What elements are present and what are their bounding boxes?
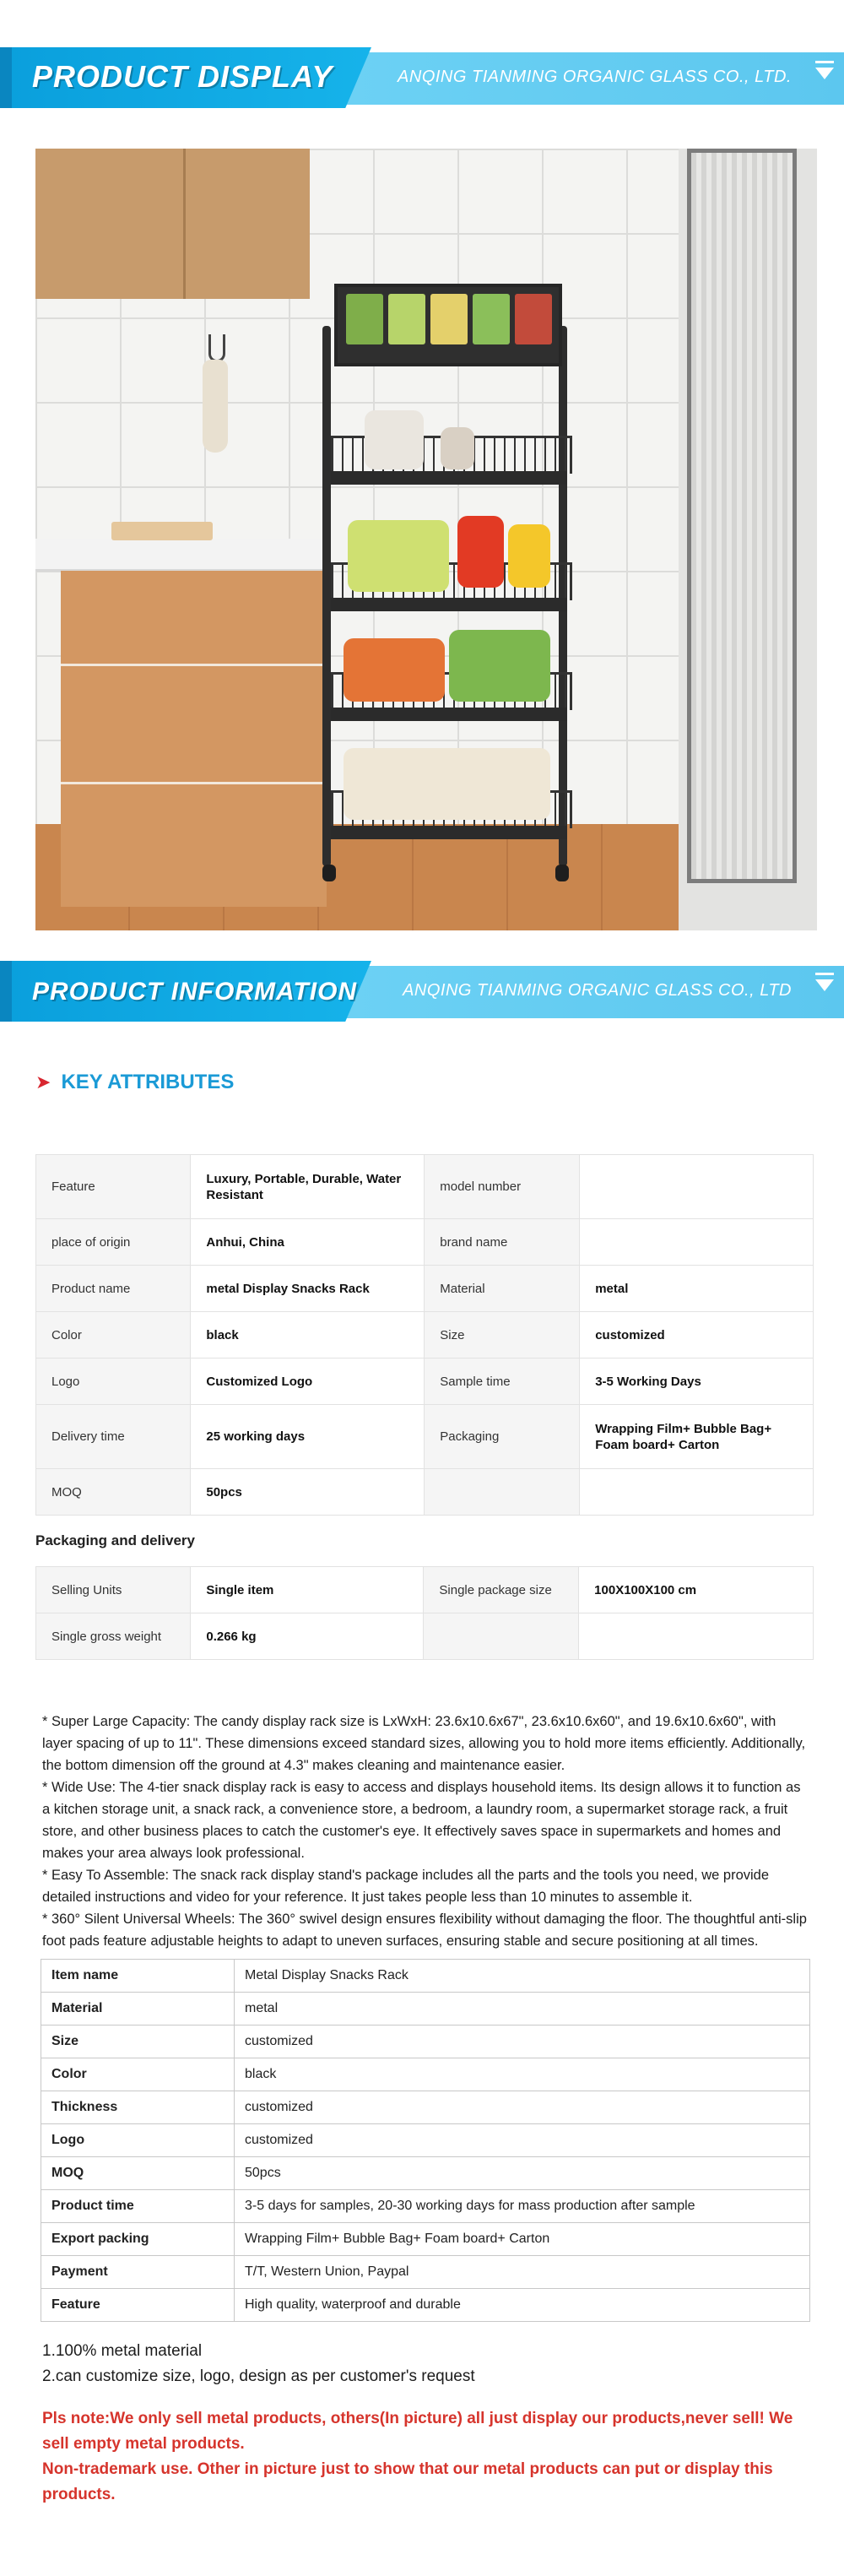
kitchen-cabinet (61, 571, 327, 907)
attribute-value: customized (580, 1312, 814, 1359)
attribute-key: place of origin (36, 1219, 191, 1266)
attribute-row (36, 1613, 814, 1660)
attribute-value: black (191, 1312, 425, 1359)
glass-door (679, 149, 817, 930)
rack-top-sign (334, 284, 562, 366)
attribute-key: Product name (36, 1266, 191, 1312)
spec-key: Product time (41, 2190, 235, 2223)
cutting-board (111, 522, 213, 540)
rack-wheel (322, 865, 336, 881)
attribute-value: Customized Logo (191, 1359, 425, 1405)
spec-value: Wrapping Film+ Bubble Bag+ Foam board+ Carton (235, 2223, 810, 2256)
spec-key: Payment (41, 2256, 235, 2289)
spec-value: black (235, 2058, 810, 2091)
spec-key: Export packing (41, 2223, 235, 2256)
note-line: 1.100% metal material (42, 2342, 203, 2360)
note-line: 2.can customize size, logo, design as per customer's request (42, 2367, 475, 2385)
down-arrow-bar-icon (815, 61, 834, 63)
attribute-key (425, 1469, 580, 1516)
banner-company: ANQING TIANMING ORGANIC GLASS CO., LTD (403, 981, 792, 1000)
warning-line: Pls note:We only sell metal products, others(In picture) all just display our products,never sell! We sell empty metal products. (42, 2410, 793, 2453)
spec-value: customized (235, 2091, 810, 2124)
spec-value: customized (235, 2026, 810, 2058)
packaging-table (35, 1566, 814, 1660)
attribute-key (424, 1613, 579, 1660)
product-display-banner (0, 47, 844, 108)
key-attributes-heading (35, 1071, 234, 1094)
attribute-key: Feature (36, 1155, 191, 1219)
spec-value: 50pcs (235, 2157, 810, 2190)
spec-value: customized (235, 2124, 810, 2157)
spec-value: metal (235, 1993, 810, 2026)
spec-row (41, 1993, 810, 2026)
description-paragraph: * Wide Use: The 4-tier snack display rack is easy to access and displays household items. Its design allows it to function as a kitchen storage unit, a snack rack, a convenience store, a bedroom, a laundry room, a supermarket storage rack, a fruit store, and other business places to catch the customer's eye. It effectively saves space in supermarkets and homes and makes your area always look professional. (42, 1780, 801, 1861)
attribute-row (36, 1219, 814, 1266)
rack-wheel (555, 865, 569, 881)
attribute-value: metal Display Snacks Rack (191, 1266, 425, 1312)
spec-key: Feature (41, 2289, 235, 2322)
description-paragraph: * Super Large Capacity: The candy display rack size is LxWxH: 23.6x10.6x67", 23.6x10.6x60", and 19.6x10.6x60", with layer spacing of up to 11". These dimensions exceed standard sizes, allowing you to hold more items efficiently. Additionally, the bottom dimension off the ground at 4.3" makes cleaning and maintenance easier. (42, 1714, 806, 1773)
key-attributes-table (35, 1154, 814, 1516)
spec-row (41, 2124, 810, 2157)
feature-notes (42, 2339, 475, 2389)
attribute-value: 0.266 kg (191, 1613, 424, 1660)
spec-row (41, 2091, 810, 2124)
attribute-key: Packaging (425, 1405, 580, 1469)
description-paragraph: * Easy To Assemble: The snack rack display stand's package includes all the parts and the tools you need, we provide detailed instructions and video for your reference. It just takes people less than 10 minutes to assemble it. (42, 1868, 770, 1905)
attribute-row (36, 1359, 814, 1405)
attribute-row (36, 1469, 814, 1516)
banner-title: PRODUCT INFORMATION (32, 978, 358, 1006)
spec-key: Material (41, 1993, 235, 2026)
spec-row (41, 2256, 810, 2289)
counter-top (35, 539, 327, 572)
attribute-row (36, 1405, 814, 1469)
attribute-value (580, 1219, 814, 1266)
down-arrow-bar-icon (815, 973, 834, 975)
spec-row (41, 2157, 810, 2190)
spec-key: Thickness (41, 2091, 235, 2124)
down-arrow-icon (815, 979, 834, 991)
attribute-value: Single item (191, 1567, 424, 1613)
attribute-key: Single package size (424, 1567, 579, 1613)
spec-row (41, 2289, 810, 2322)
attribute-key: Delivery time (36, 1405, 191, 1469)
attribute-key: Sample time (425, 1359, 580, 1405)
spec-row (41, 2026, 810, 2058)
packaging-delivery-heading: Packaging and delivery (35, 1532, 195, 1548)
spec-value: High quality, waterproof and durable (235, 2289, 810, 2322)
spec-key: MOQ (41, 2157, 235, 2190)
spec-table (41, 1959, 810, 2322)
banner-company: ANQING TIANMING ORGANIC GLASS CO., LTD. (398, 68, 792, 86)
product-photo (35, 149, 817, 930)
snack-display-rack (322, 284, 567, 892)
attribute-row (36, 1312, 814, 1359)
spec-key: Logo (41, 2124, 235, 2157)
attribute-key: Single gross weight (36, 1613, 191, 1660)
wall-hook-icon (208, 334, 225, 362)
attribute-value: 3-5 Working Days (580, 1359, 814, 1405)
attribute-value: Luxury, Portable, Durable, Water Resistant (191, 1155, 425, 1219)
product-information-banner (0, 961, 844, 1022)
upper-cabinet (35, 149, 310, 299)
description-paragraph: * 360° Silent Universal Wheels: The 360° swivel design ensures flexibility without damaging the floor. The thoughtful anti-slip foot pads feature adjustable heights to adapt to uneven surfaces, ensuring stable and secure positioning at all times. (42, 1912, 807, 1949)
attribute-value: 50pcs (191, 1469, 425, 1516)
warning-line: Non-trademark use. Other in picture just to show that our metal products can put or display this products. (42, 2460, 773, 2503)
attribute-value (580, 1155, 814, 1219)
red-arrow-icon: ➤ (35, 1071, 51, 1093)
key-attributes-title: KEY ATTRIBUTES (61, 1071, 235, 1093)
attribute-key: Selling Units (36, 1567, 191, 1613)
attribute-value: metal (580, 1266, 814, 1312)
spec-row (41, 2058, 810, 2091)
attribute-row (36, 1266, 814, 1312)
spec-row (41, 1960, 810, 1993)
spec-key: Item name (41, 1960, 235, 1993)
product-description (42, 1711, 809, 1952)
attribute-key: model number (425, 1155, 580, 1219)
spec-value: T/T, Western Union, Paypal (235, 2256, 810, 2289)
attribute-key: Color (36, 1312, 191, 1359)
attribute-value: Wrapping Film+ Bubble Bag+ Foam board+ Carton (580, 1405, 814, 1469)
attribute-key: Material (425, 1266, 580, 1312)
attribute-value: Anhui, China (191, 1219, 425, 1266)
spec-value: Metal Display Snacks Rack (235, 1960, 810, 1993)
attribute-key: Logo (36, 1359, 191, 1405)
hanging-towel (203, 360, 228, 453)
spec-value: 3-5 days for samples, 20-30 working days for mass production after sample (235, 2190, 810, 2223)
spec-row (41, 2223, 810, 2256)
attribute-value: 25 working days (191, 1405, 425, 1469)
spec-row (41, 2190, 810, 2223)
spec-key: Size (41, 2026, 235, 2058)
warning-notes (42, 2406, 819, 2508)
attribute-key: MOQ (36, 1469, 191, 1516)
attribute-value (580, 1469, 814, 1516)
attribute-value: 100X100X100 cm (579, 1567, 814, 1613)
spec-key: Color (41, 2058, 235, 2091)
attribute-key: brand name (425, 1219, 580, 1266)
attribute-row (36, 1155, 814, 1219)
down-arrow-icon (815, 68, 834, 79)
attribute-value (579, 1613, 814, 1660)
attribute-key: Size (425, 1312, 580, 1359)
attribute-row (36, 1567, 814, 1613)
banner-title: PRODUCT DISPLAY (32, 59, 333, 94)
